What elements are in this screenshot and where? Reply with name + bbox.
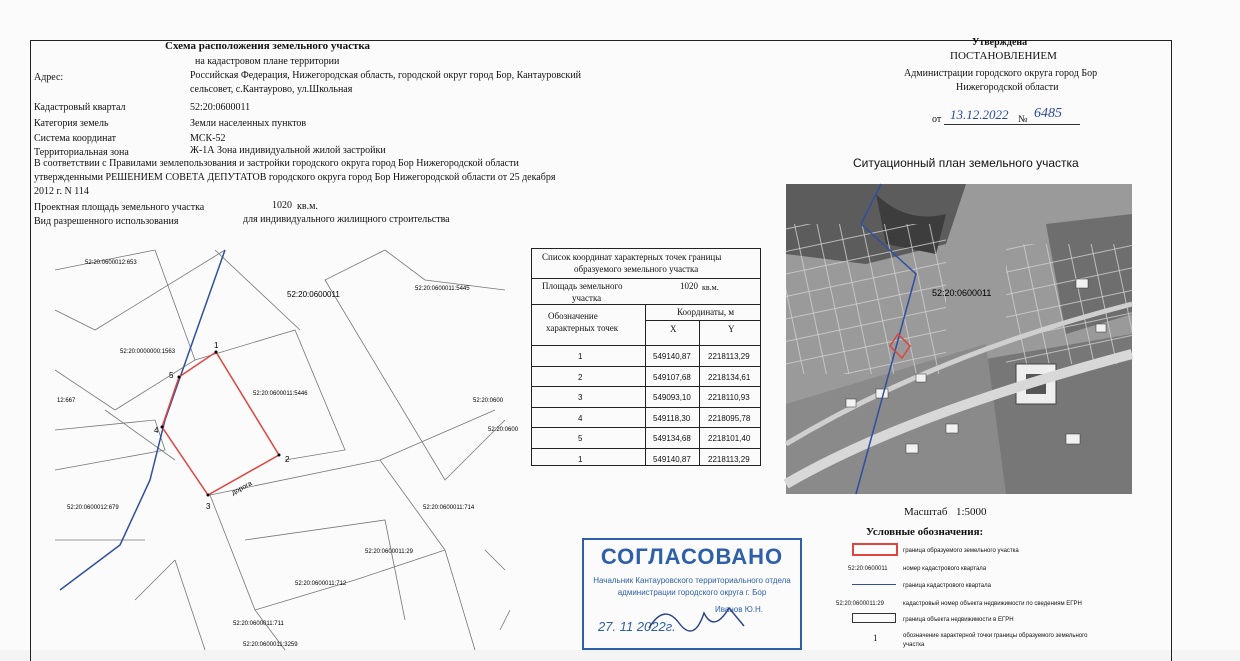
scale-value: 1:5000	[956, 506, 987, 518]
stamp-line-2: администрации городского округа г. Бор	[617, 588, 767, 597]
table-header-row	[532, 304, 760, 346]
map-point-2: 2	[285, 455, 290, 464]
aerial-svg	[786, 184, 1132, 494]
map-label-712: 52:20:0600011:712	[295, 581, 347, 587]
quarter-label: Кадастровый квартал	[34, 102, 126, 113]
approval-org-2: Нижегородской области	[956, 82, 1059, 93]
row-point: 4	[578, 413, 583, 423]
row-point: 3	[578, 393, 583, 402]
quarter-value: 52:20:0600011	[190, 102, 251, 113]
map-label-714: 52:20:0600011:714	[423, 505, 475, 511]
table-title-1: Список координат характерных точек границы	[542, 252, 722, 262]
legend-text-6: обозначение характерной точки границы образуемого земельного	[903, 633, 1088, 639]
approval-date: 13.12.2022	[950, 107, 1009, 122]
map-label-667: 12:667	[57, 398, 76, 404]
category-label: Категория земель	[34, 118, 109, 129]
stamp-line-1: Начальник Кантауровского территориального отдела	[593, 576, 791, 585]
legend-text-6b: участка	[903, 642, 925, 648]
table-point-label-2: характерных точек	[546, 323, 619, 333]
category-value: Земли населенных пунктов	[190, 118, 307, 129]
table-row	[532, 366, 760, 388]
table-area-label-2: участка	[572, 293, 602, 303]
row-x: 549093,10	[653, 393, 691, 402]
stamp-head: СОГЛАСОВАНО	[600, 544, 784, 569]
scale-label: Масштаб	[904, 506, 948, 518]
cadastral-map	[55, 250, 519, 650]
road-label: дорога	[230, 480, 254, 497]
row-point: 5	[578, 434, 583, 443]
row-y: 2218095,78	[708, 413, 751, 423]
basis-line-2: утвержденными РЕШЕНИЕМ СОВЕТА ДЕПУТАТОВ городского округа город Бор Нижегородской области от 25 декабря	[34, 172, 556, 183]
zone-label: Территориальная зона	[34, 147, 129, 158]
map-label-711: 52:20:0600011:711	[233, 621, 284, 627]
legend-text-1: граница образуемого земельного участка	[903, 548, 1019, 554]
legend-text-5: граница объекта недвижимости в ЕГРН	[903, 617, 1014, 623]
approval-doc: ПОСТАНОВЛЕНИЕМ	[950, 50, 1057, 62]
map-label-edge-2: 52:20:0600	[488, 427, 519, 433]
row-x: 549134,68	[653, 434, 691, 443]
approval-num-label: №	[1018, 114, 1028, 125]
table-area-unit: кв.м.	[702, 283, 719, 292]
usage-value: для индивидуального жилищного строительства	[243, 214, 450, 225]
area-value: 1020	[272, 200, 292, 211]
crs-label: Система координат	[34, 133, 117, 144]
row-y: 2218101,40	[708, 434, 751, 443]
row-x: 549107,68	[653, 372, 691, 382]
legend-text-4: кадастровый номер объекта недвижимости по сведениям ЕГРН	[903, 601, 1082, 607]
signature	[644, 598, 754, 638]
situational-title: Ситуационный план земельного участка	[853, 156, 1079, 170]
map-label-quarter: 52:20:0600011	[287, 290, 340, 299]
aerial-quarter-label: 52:20:0600011	[932, 288, 992, 298]
table-row	[532, 345, 760, 367]
map-label-679: 52:20:0600012:679	[67, 505, 119, 511]
address-label: Адрес:	[34, 72, 64, 83]
approval-from-label: от	[932, 114, 942, 125]
row-y: 2218134,61	[708, 372, 751, 382]
row-x: 549140,87	[653, 454, 691, 464]
crs-value: МСК-52	[190, 133, 226, 144]
zone-value: Ж-1А Зона индивидуальной жилой застройки	[190, 145, 386, 156]
document-subtitle: на кадастровом плане территории	[195, 56, 340, 67]
coordinates-table	[531, 248, 761, 466]
address-value-line2: сельсовет, с.Кантаурово, ул.Школьная	[190, 84, 353, 95]
usage-label: Вид разрешенного использования	[34, 216, 179, 227]
table-area-value: 1020	[680, 281, 698, 291]
map-point-4: 4	[154, 426, 159, 435]
map-label-29: 52:20:0600011:29	[365, 549, 413, 555]
legend-parcel-swatch	[852, 543, 898, 556]
approval-stamp	[582, 538, 802, 650]
address-value: Российская Федерация, Нижегородская область, городской округ город Бор, Кантауровский	[190, 70, 581, 81]
situational-aerial-photo	[786, 184, 1132, 494]
area-unit: кв.м.	[297, 201, 318, 212]
stamp-date: 27. 11 2022г.	[598, 619, 676, 634]
legend-text-3: граница кадастрового квартала	[903, 583, 991, 589]
map-label-1563: 52:20:0000000:1563	[120, 349, 176, 355]
basis-line-1: В соответствии с Правилами землепользования и застройки городского округа город Бор Нижегородской области	[34, 158, 519, 169]
legend-sym-2: 52:20:0600011	[848, 566, 888, 572]
approval-status: Утверждена	[972, 37, 1028, 48]
area-label: Проектная площадь земельного участка	[34, 202, 205, 213]
map-point-1: 1	[214, 341, 219, 350]
map-point-3: 3	[206, 502, 211, 511]
coords-y-header: Y	[728, 324, 735, 334]
table-row	[532, 448, 760, 469]
table-row	[532, 407, 760, 429]
table-row	[532, 427, 760, 449]
coords-x-header: X	[670, 324, 677, 334]
map-label-edge-1: 52:20:0600	[473, 398, 504, 404]
legend-object-swatch	[852, 613, 896, 623]
approval-underline	[944, 124, 1080, 125]
map-label-3259: 52:20:0600011:3259	[243, 642, 298, 648]
coords-header: Координаты, м	[677, 307, 735, 317]
table-point-label-1: Обозначение	[548, 311, 598, 321]
map-label-653: 52:20:0600012:653	[85, 260, 137, 266]
map-point-5: 5	[169, 371, 174, 380]
row-x: 549118,30	[653, 413, 691, 423]
legend-sym-6: 1	[873, 633, 878, 643]
approval-org-1: Администрации городского округа город Бор	[904, 68, 1098, 79]
legend-title: Условные обозначения:	[866, 526, 984, 538]
row-y: 2218113,29	[708, 352, 750, 361]
stamp-name: Иванов Ю.Н.	[715, 605, 764, 614]
table-title-2: образуемого земельного участка	[574, 264, 699, 274]
map-label-5446: 52:20:0600011:5446	[253, 391, 308, 397]
row-x: 549140,87	[653, 352, 691, 361]
legend-quarter-line	[852, 584, 896, 585]
basis-line-3: 2012 г. N 114	[34, 186, 89, 197]
legend-sym-4: 52:20:0600011:29	[836, 601, 884, 607]
row-point: 1	[578, 352, 583, 361]
document-title: Схема расположения земельного участка	[165, 40, 371, 52]
row-point: 2	[578, 372, 583, 382]
table-area-label-1: Площадь земельного	[542, 281, 623, 291]
map-label-5445: 52:20:0600011:5445	[415, 286, 470, 292]
row-point: 1	[578, 454, 583, 464]
parcel-boundary	[162, 352, 279, 495]
approval-number: 6485	[1034, 106, 1062, 121]
row-y: 2218110,93	[708, 393, 750, 402]
legend-text-2: номер кадастрового квартала	[903, 566, 987, 572]
table-row	[532, 386, 760, 408]
row-y: 2218113,29	[708, 454, 750, 464]
